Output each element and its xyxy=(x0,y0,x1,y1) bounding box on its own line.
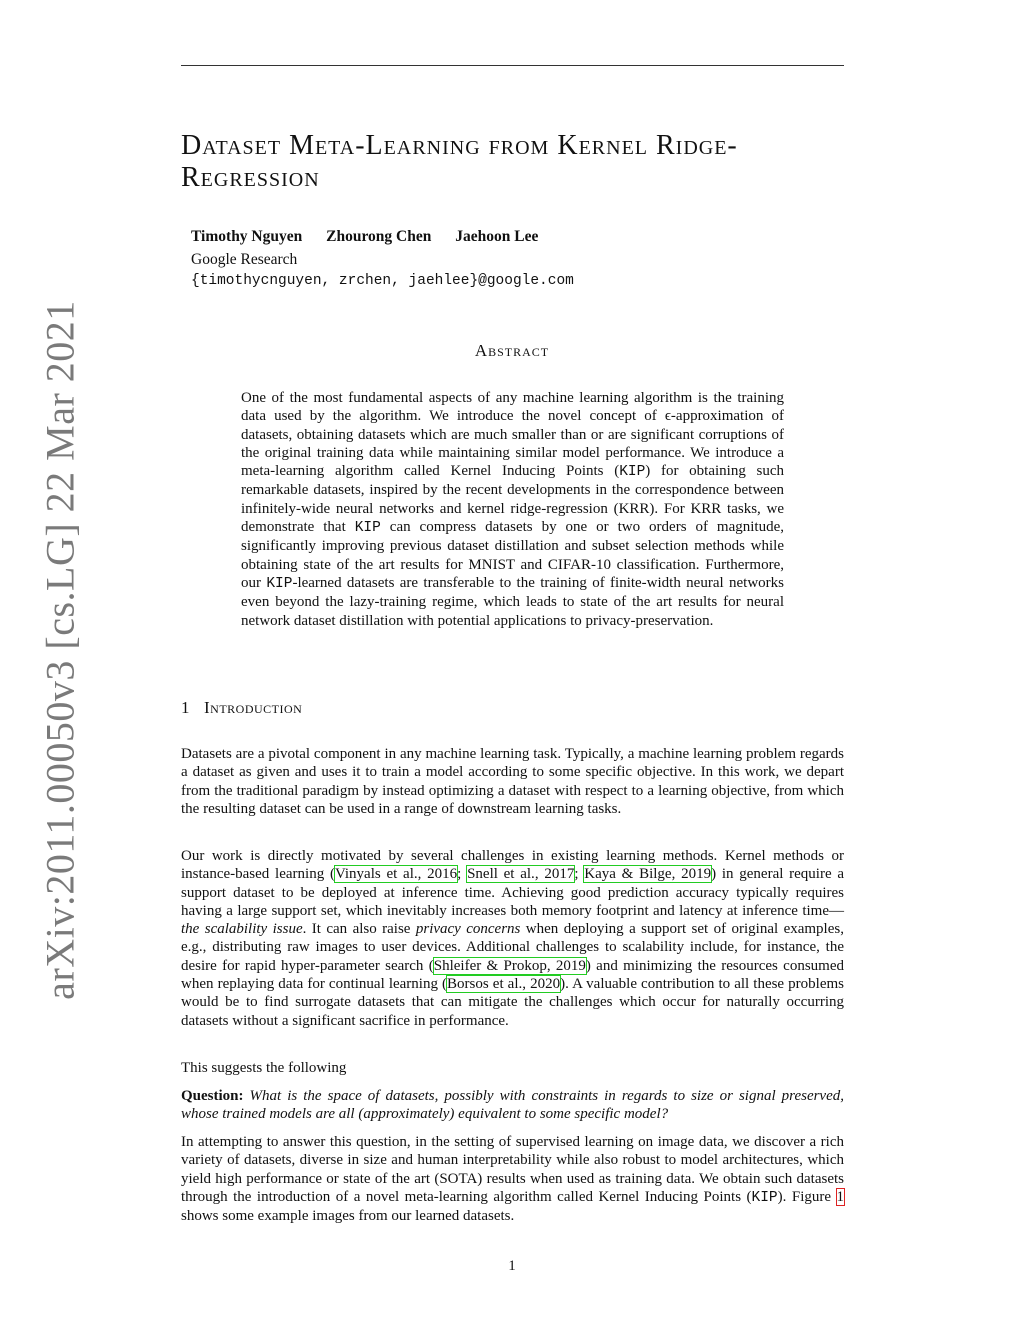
question-paragraph xyxy=(181,1087,844,1124)
citation-year: 2020 xyxy=(530,976,561,993)
emphasis-text: the scalability issue xyxy=(181,921,303,938)
section-heading xyxy=(181,698,302,718)
figure-ref-link[interactable]: 1 xyxy=(836,1188,844,1205)
abstract-text xyxy=(241,389,784,630)
intro-paragraph: Our work is directly motivated by several challenges in existing learning methods. Kernel methods or instance-based learning (Vinyals et al., 2016; Snell et al., 2017; Kaya & Bilge, 2019) in general require a support dataset to be deployed at inference time. Achieving good prediction accuracy typically requires having a large support set, which inevitably increases both memory footprint and latency at inference time—the scalability issue. It can also raise privacy concerns when deploying a support set of original examples, e.g., distributing raw images to user devices. Additional challenges to scalability include, for instance, the desire for rapid hyper-parameter search (Shleifer & Prokop, 2019) and minimizing the resources consumed when replaying data for continual learning (Borsos et al., 2020). A valuable contribution to all these problems would be to find surrogate datasets that can mitigate the challenges which occur for naturally occurring datasets without a significant sacrifice in performance. xyxy=(181,848,845,1029)
emphasis-text: privacy concerns xyxy=(415,921,521,938)
author-name: Timothy Nguyen xyxy=(191,228,303,245)
paper-title: Dataset Meta-Learning from Kernel Ridge-Regression xyxy=(181,130,738,193)
citation-year: 2017 xyxy=(544,866,575,883)
affiliation: Google Research xyxy=(191,251,298,268)
citation-year: 2016 xyxy=(427,866,458,883)
citation-link[interactable]: Borsos et al., 2020 xyxy=(447,976,561,993)
citation-link[interactable]: Kaya & Bilge, 2019 xyxy=(584,866,712,883)
paragraph-text: In attempting to answer this question, in the setting of supervised learning on image data, we discover a rich variety of datasets, diverse in size and human interpretability while also robust to model architectures, which yield high performance or state of the art (SOTA) results when used as training data. We obtain such datasets through the introduction of a novel meta-learning algorithm called Kernel Inducing Points ( xyxy=(181,1134,844,1205)
section-number: 1 xyxy=(181,698,190,717)
author-name: Zhourong Chen xyxy=(326,228,432,245)
abstract-text-part: One of the most fundamental aspects of any machine learning algorithm is the training data used by the algorithm. We introduce the novel concept of ϵ-approximation of datasets, obtaining datasets which are much smaller than or are significant corruptions of the original training data while maintaining similar model performance. We introduce a meta-learning algorithm called Kernel Inducing Points ( xyxy=(241,390,784,480)
citation-author: Vinyals et al. xyxy=(334,866,418,883)
citation-author: Borsos et al. xyxy=(447,976,523,993)
citation-link[interactable]: Vinyals et al., 2016 xyxy=(334,866,458,883)
paragraph-text: Our work is directly motivated by several challenges in existing learning methods. Kernel methods or instance-based learning ( xyxy=(181,848,844,883)
page-number: 1 xyxy=(508,1258,516,1274)
citation-author: Snell et al. xyxy=(467,866,535,883)
kip-code: KIP xyxy=(266,575,293,592)
citation-year: 2019 xyxy=(555,957,586,974)
abstract-text-part: ) for obtaining such remarkable datasets, inspired by the recent developments in the correspondence between infinitely-wide neural networks and kernel ridge-regression (KRR). For KRR tasks, we demonstrate that xyxy=(241,463,784,536)
abstract-text-part: can compress datasets by one or two orders of magnitude, significantly improving previous dataset distillation and subset selection methods while obtaining state of the art results for MNIST and CIFAR-10 classification. Furthermore, our xyxy=(241,519,784,591)
kip-code: KIP xyxy=(619,464,646,481)
author-list xyxy=(191,228,558,246)
kip-code: KIP xyxy=(751,1189,778,1206)
abstract-text-part: -learned datasets are transferable to the training of finite-width neural networks even beyond the lazy-training regime, which leads to state of the art results for neural network dataset distillation with potential applications to privacy-preservation. xyxy=(241,574,784,629)
paragraph-text: shows some example images from our learned datasets. xyxy=(181,1208,515,1225)
arxiv-stamp: arXiv:2011.00050v3 [cs.LG] 22 Mar 2021 xyxy=(37,300,83,1000)
paragraph-text: when deploying a support set of original examples, e.g., distributing raw images to user devices. Additional challenges to scalability include, for instance, the desire for rapid hyper-parameter search ( xyxy=(181,921,844,974)
citation-author: Kaya & Bilge xyxy=(584,866,672,883)
citation-author: Shleifer & Prokop xyxy=(433,957,547,974)
section-title: Introduction xyxy=(204,698,303,717)
paragraph-text: ) and minimizing the resources consumed when replaying data for continual learning ( xyxy=(181,957,844,993)
citation-link[interactable]: Shleifer & Prokop, 2019 xyxy=(433,957,586,974)
top-rule xyxy=(181,65,844,66)
intro-paragraph: Datasets are a pivotal component in any machine learning task. Typically, a machine learning problem regards a dataset as given and uses it to train a model according to some specific objective. In this work, we depart from the traditional paradigm by instead optimizing a dataset with respect to a learning objective, from which the resulting dataset can be used in a range of downstream learning tasks. xyxy=(181,746,844,817)
paragraph-text: . It can also raise xyxy=(302,921,416,938)
abstract-heading: Abstract xyxy=(474,341,550,360)
author-name: Jaehoon Lee xyxy=(455,228,539,245)
citation-link[interactable]: Snell et al., 2017 xyxy=(467,866,575,883)
question-text: What is the space of datasets, possibly with constraints in regards to size or signal preserved, whose trained models are all (approximately) equivalent to some specific model? xyxy=(181,1088,845,1123)
paragraph-text: ). Figure xyxy=(777,1188,837,1205)
citation-year: 2019 xyxy=(681,866,712,883)
intro-paragraph xyxy=(181,1133,844,1225)
paragraph-text: ). A valuable contribution to all these problems would be to find surrogate datasets that can mitigate the challenges which occur for naturally occurring datasets without a significant sacrifice in performance. xyxy=(181,976,844,1029)
kip-code: KIP xyxy=(354,520,381,537)
author-email: {timothycnguyen, zrchen, jaehlee}@google.com xyxy=(191,273,574,289)
intro-paragraph: This suggests the following xyxy=(181,1060,347,1076)
question-label: Question: xyxy=(181,1088,244,1104)
paragraph-text: ) in general require a support dataset to be deployed at inference time. Achieving good prediction accuracy typically requires having a large support set, which inevitably increases both memory footprint and latency at inference time— xyxy=(181,866,845,919)
